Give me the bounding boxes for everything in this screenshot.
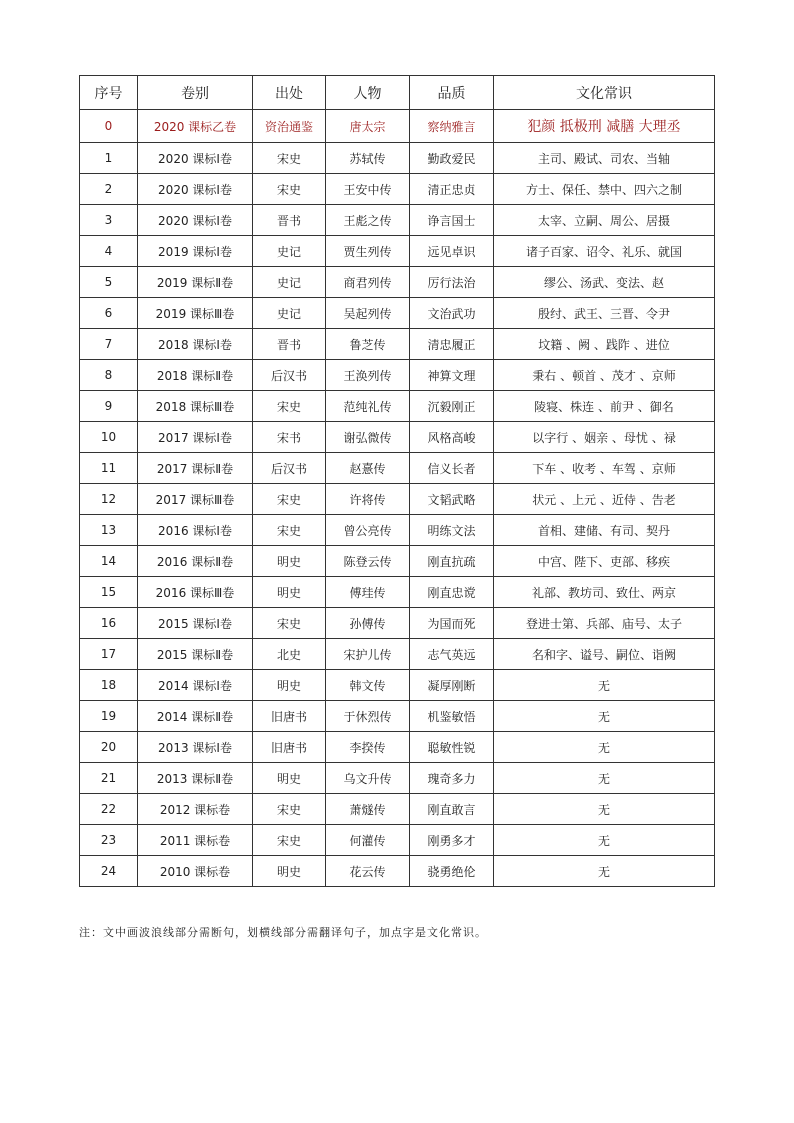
table-row: [80, 143, 715, 174]
cell-culture: 登进士第、兵部、庙号、太子: [494, 608, 715, 639]
cell-index: 9: [80, 391, 138, 422]
cell-index: 21: [80, 763, 138, 794]
cell-person: 王彪之传: [326, 205, 410, 236]
cell-source: 宋史: [253, 391, 326, 422]
table-row: [80, 391, 715, 422]
table-row: [80, 577, 715, 608]
cell-culture: 无: [494, 856, 715, 887]
cell-paper: 2013 课标Ⅱ卷: [138, 763, 253, 794]
cell-person: 李揆传: [326, 732, 410, 763]
cell-source: 北史: [253, 639, 326, 670]
cell-culture: 下车 、收考 、车驾 、京师: [494, 453, 715, 484]
cell-source: 明史: [253, 670, 326, 701]
cell-index: 17: [80, 639, 138, 670]
cell-quality: 刚直敢言: [410, 794, 494, 825]
cell-culture: 无: [494, 732, 715, 763]
cell-person: 傅珪传: [326, 577, 410, 608]
cell-index: 10: [80, 422, 138, 453]
cell-index: 11: [80, 453, 138, 484]
cell-index: 13: [80, 515, 138, 546]
cell-person: 王涣列传: [326, 360, 410, 391]
table-row: [80, 205, 715, 236]
cell-index: 0: [80, 110, 138, 143]
cell-index: 20: [80, 732, 138, 763]
cell-person: 曾公亮传: [326, 515, 410, 546]
cell-quality: 诤言国士: [410, 205, 494, 236]
cell-index: 19: [80, 701, 138, 732]
table-row: [80, 701, 715, 732]
cell-person: 赵憙传: [326, 453, 410, 484]
cell-paper: 2016 课标Ⅱ卷: [138, 546, 253, 577]
table-row: [80, 422, 715, 453]
cell-person: 于休烈传: [326, 701, 410, 732]
cell-culture: 秉右 、顿首 、茂才 、京师: [494, 360, 715, 391]
cell-paper: 2019 课标Ⅱ卷: [138, 267, 253, 298]
table-row: [80, 763, 715, 794]
cell-paper: 2016 课标Ⅰ卷: [138, 515, 253, 546]
cell-person: 陈登云传: [326, 546, 410, 577]
footnote: 注：文中画波浪线部分需断句，划横线部分需翻译句子，加点字是文化常识。: [79, 926, 487, 939]
cell-index: 4: [80, 236, 138, 267]
cell-index: 7: [80, 329, 138, 360]
cell-quality: 刚直抗疏: [410, 546, 494, 577]
table-row: [80, 515, 715, 546]
cell-quality: 风格高峻: [410, 422, 494, 453]
cell-quality: 厉行法治: [410, 267, 494, 298]
cell-paper: 2020 课标乙卷: [138, 110, 253, 143]
cell-culture: 太宰、立嗣、周公、居摄: [494, 205, 715, 236]
cell-index: 3: [80, 205, 138, 236]
cell-source: 明史: [253, 546, 326, 577]
table-row: [80, 639, 715, 670]
cell-source: 史记: [253, 236, 326, 267]
cell-quality: 文治武功: [410, 298, 494, 329]
cell-person: 贾生列传: [326, 236, 410, 267]
table-row: [80, 360, 715, 391]
table-row: [80, 267, 715, 298]
cell-person: 宋护儿传: [326, 639, 410, 670]
cell-source: 明史: [253, 577, 326, 608]
cell-quality: 骁勇绝伦: [410, 856, 494, 887]
cell-culture: 状元 、上元 、近侍 、告老: [494, 484, 715, 515]
cell-index: 2: [80, 174, 138, 205]
cell-source: 宋史: [253, 174, 326, 205]
cell-person: 许将传: [326, 484, 410, 515]
cell-person: 花云传: [326, 856, 410, 887]
cell-quality: 刚直忠谠: [410, 577, 494, 608]
cell-person: 谢弘微传: [326, 422, 410, 453]
cell-source: 资治通鉴: [253, 110, 326, 143]
cell-index: 18: [80, 670, 138, 701]
cell-culture: 无: [494, 825, 715, 856]
cell-person: 商君列传: [326, 267, 410, 298]
cell-person: 韩文传: [326, 670, 410, 701]
cell-quality: 明练文法: [410, 515, 494, 546]
cell-paper: 2020 课标Ⅰ卷: [138, 205, 253, 236]
cell-paper: 2016 课标Ⅲ卷: [138, 577, 253, 608]
cell-paper: 2020 课标Ⅰ卷: [138, 174, 253, 205]
cell-index: 15: [80, 577, 138, 608]
cell-culture: 主司、殿试、司农、当轴: [494, 143, 715, 174]
cell-index: 23: [80, 825, 138, 856]
cell-culture: 中宫、陛下、吏部、移疾: [494, 546, 715, 577]
cell-culture: 礼部、教坊司、致仕、两京: [494, 577, 715, 608]
table-body: [80, 110, 715, 887]
cell-paper: 2015 课标Ⅱ卷: [138, 639, 253, 670]
cell-person: 孙傅传: [326, 608, 410, 639]
table-row: [80, 453, 715, 484]
cell-person: 鲁芝传: [326, 329, 410, 360]
table-header-row: [80, 76, 715, 110]
cell-quality: 志气英远: [410, 639, 494, 670]
cell-paper: 2018 课标Ⅰ卷: [138, 329, 253, 360]
cell-source: 宋史: [253, 825, 326, 856]
cell-source: 后汉书: [253, 360, 326, 391]
cell-paper: 2012 课标卷: [138, 794, 253, 825]
cell-source: 史记: [253, 267, 326, 298]
cell-culture: 殷纣、武王、三晋、令尹: [494, 298, 715, 329]
cell-culture: 陵寝、株连 、前尹 、御名: [494, 391, 715, 422]
cell-paper: 2018 课标Ⅱ卷: [138, 360, 253, 391]
cell-paper: 2020 课标Ⅰ卷: [138, 143, 253, 174]
cell-index: 1: [80, 143, 138, 174]
cell-source: 宋史: [253, 143, 326, 174]
cell-paper: 2017 课标Ⅲ卷: [138, 484, 253, 515]
cell-index: 22: [80, 794, 138, 825]
header-culture: 文化常识: [494, 76, 715, 110]
table-row: [80, 298, 715, 329]
cell-culture: 无: [494, 670, 715, 701]
header-index: 序号: [80, 76, 138, 110]
table-row: [80, 670, 715, 701]
table-row: [80, 484, 715, 515]
cell-source: 明史: [253, 763, 326, 794]
cell-quality: 勤政爱民: [410, 143, 494, 174]
header-source: 出处: [253, 76, 326, 110]
cell-source: 宋史: [253, 794, 326, 825]
table-row: [80, 174, 715, 205]
header-quality: 品质: [410, 76, 494, 110]
cell-person: 吴起列传: [326, 298, 410, 329]
cell-index: 8: [80, 360, 138, 391]
cell-paper: 2017 课标Ⅱ卷: [138, 453, 253, 484]
cell-quality: 文韬武略: [410, 484, 494, 515]
cell-quality: 远见卓识: [410, 236, 494, 267]
cell-person: 苏轼传: [326, 143, 410, 174]
cell-culture: 无: [494, 701, 715, 732]
header-person: 人物: [326, 76, 410, 110]
cell-index: 14: [80, 546, 138, 577]
cell-index: 6: [80, 298, 138, 329]
cell-culture: 犯颜 抵极刑 减膳 大理丞: [494, 110, 715, 143]
table-row: [80, 329, 715, 360]
cell-culture: 诸子百家、诏令、礼乐、就国: [494, 236, 715, 267]
cell-paper: 2014 课标Ⅱ卷: [138, 701, 253, 732]
cell-index: 5: [80, 267, 138, 298]
table-row: [80, 732, 715, 763]
cell-culture: 首相、建储、有司、契丹: [494, 515, 715, 546]
cell-quality: 神算文理: [410, 360, 494, 391]
cell-quality: 清正忠贞: [410, 174, 494, 205]
cell-paper: 2013 课标Ⅰ卷: [138, 732, 253, 763]
cell-paper: 2017 课标Ⅰ卷: [138, 422, 253, 453]
cell-source: 旧唐书: [253, 732, 326, 763]
cell-source: 晋书: [253, 329, 326, 360]
cell-person: 王安中传: [326, 174, 410, 205]
table-row: [80, 236, 715, 267]
cell-culture: 坟籍 、阙 、践阼 、进位: [494, 329, 715, 360]
cell-quality: 信义长者: [410, 453, 494, 484]
cell-paper: 2011 课标卷: [138, 825, 253, 856]
cell-index: 16: [80, 608, 138, 639]
cell-paper: 2019 课标Ⅲ卷: [138, 298, 253, 329]
cell-quality: 刚勇多才: [410, 825, 494, 856]
cell-culture: 名和字、谥号、嗣位、诣阙: [494, 639, 715, 670]
cell-source: 宋史: [253, 484, 326, 515]
cell-person: 萧燧传: [326, 794, 410, 825]
cell-paper: 2019 课标Ⅰ卷: [138, 236, 253, 267]
cell-quality: 瑰奇多力: [410, 763, 494, 794]
cell-person: 范纯礼传: [326, 391, 410, 422]
cell-paper: 2014 课标Ⅰ卷: [138, 670, 253, 701]
cell-person: 唐太宗: [326, 110, 410, 143]
cell-paper: 2015 课标Ⅰ卷: [138, 608, 253, 639]
cell-quality: 沉毅刚正: [410, 391, 494, 422]
cell-index: 24: [80, 856, 138, 887]
cell-quality: 察纳雅言: [410, 110, 494, 143]
cell-source: 宋史: [253, 515, 326, 546]
cell-culture: 无: [494, 794, 715, 825]
cell-source: 宋史: [253, 608, 326, 639]
cell-quality: 机鉴敏悟: [410, 701, 494, 732]
cell-quality: 清忠履正: [410, 329, 494, 360]
cell-culture: 缪公、汤武、变法、赵: [494, 267, 715, 298]
table-row: [80, 825, 715, 856]
cell-source: 旧唐书: [253, 701, 326, 732]
cell-paper: 2010 课标卷: [138, 856, 253, 887]
cell-quality: 凝厚刚断: [410, 670, 494, 701]
cell-source: 晋书: [253, 205, 326, 236]
cell-index: 12: [80, 484, 138, 515]
cell-source: 史记: [253, 298, 326, 329]
cell-paper: 2018 课标Ⅲ卷: [138, 391, 253, 422]
table-row: [80, 608, 715, 639]
cell-culture: 以字行 、姻亲 、母忧 、禄: [494, 422, 715, 453]
cell-source: 明史: [253, 856, 326, 887]
table-row: [80, 856, 715, 887]
cell-quality: 聪敏性锐: [410, 732, 494, 763]
table-row-highlight: [80, 110, 715, 143]
table-row: [80, 794, 715, 825]
cell-person: 乌文升传: [326, 763, 410, 794]
header-paper: 卷别: [138, 76, 253, 110]
cell-culture: 方士、保任、禁中、四六之制: [494, 174, 715, 205]
cell-culture: 无: [494, 763, 715, 794]
cell-person: 何灌传: [326, 825, 410, 856]
table-row: [80, 546, 715, 577]
culture-knowledge-table: [79, 75, 715, 887]
cell-source: 后汉书: [253, 453, 326, 484]
cell-quality: 为国而死: [410, 608, 494, 639]
cell-source: 宋书: [253, 422, 326, 453]
